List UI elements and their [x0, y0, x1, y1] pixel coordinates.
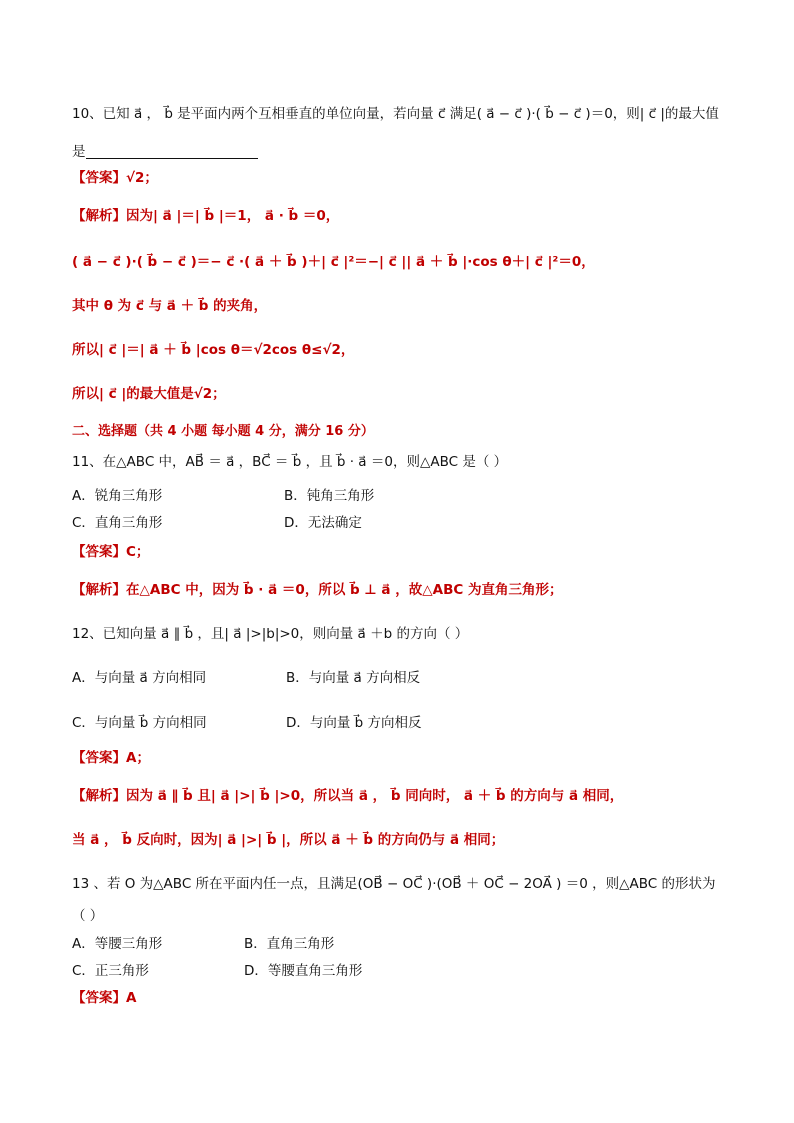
q12-option-b: B．与向量 a⃗ 方向相反 [286, 670, 421, 686]
q10-stem-cont [72, 142, 732, 162]
q12-answer [72, 748, 732, 768]
analysis-text: 因为 a⃗ ∥ b⃗ 且| a⃗ |>| b⃗ |>0，所以当 a⃗ ， b⃗ 同向时， a⃗ ＋ b⃗ 的方向与 a⃗ 相同， [126, 788, 624, 804]
q13-option-c: C．正三角形 [72, 963, 149, 979]
answer-tag: 【答案】 [72, 170, 126, 186]
answer-tag: 【答案】 [72, 750, 126, 766]
q10-analysis-3: 其中 θ 为 c⃗ 与 a⃗ ＋ b⃗ 的夹角， [72, 298, 268, 314]
q13-option-b: B．直角三角形 [244, 936, 335, 952]
q13-option-d: D．等腰直角三角形 [244, 963, 363, 979]
q11-option-c: C．直角三角形 [72, 515, 163, 531]
answer-value: A； [126, 750, 150, 766]
q10-stem-cont-text: 是 [72, 144, 86, 160]
q10-analysis-4: 所以| c⃗ |＝| a⃗ ＋ b⃗ |cos θ＝√2cos θ≤√2， [72, 342, 355, 358]
q13-stem-cont: （ ） [72, 908, 104, 924]
q11-option-d: D．无法确定 [284, 515, 362, 531]
answer-value: √2； [126, 170, 158, 186]
answer-tag: 【答案】 [72, 544, 126, 560]
q10-answer [72, 168, 732, 188]
answer-blank [86, 158, 258, 159]
q12-option-c: C．与向量 b⃗ 方向相同 [72, 715, 207, 731]
answer-value: A [126, 990, 137, 1006]
q12-analysis-1 [72, 786, 732, 806]
q12-stem: 12、已知向量 a⃗ ∥ b⃗ ，且| a⃗ |>|b|>0，则向量 a⃗ ＋b 的方向（ ） [72, 626, 469, 642]
q10-stem: 10、已知 a⃗ ， b⃗ 是平面内两个互相垂直的单位向量，若向量 c⃗ 满足( a⃗ − c⃗ )·( b⃗ − c⃗ )＝0，则| c⃗ |的最大值 [72, 106, 719, 122]
q12-option-a: A．与向量 a⃗ 方向相同 [72, 670, 207, 686]
answer-value: C； [126, 544, 150, 560]
q11-analysis [72, 580, 732, 600]
q13-answer [72, 988, 732, 1008]
q10-analysis-5: 所以| c⃗ |的最大值是√2； [72, 386, 226, 402]
q13-stem: 13 、若 O 为△ABC 所在平面内任一点，且满足(OB⃗ − OC⃗ )·(OB⃗ ＋ OC⃗ − 2OA⃗ ) ＝0 ，则△ABC 的形状为 [72, 876, 716, 892]
analysis-text: 因为| a⃗ |＝| b⃗ |＝1， a⃗ · b⃗ ＝0， [126, 208, 340, 224]
q12-analysis-2: 当 a⃗ ， b⃗ 反向时，因为| a⃗ |>| b⃗ |，所以 a⃗ ＋ b⃗ 的方向仍与 a⃗ 相同； [72, 832, 505, 848]
analysis-tag: 【解析】 [72, 582, 126, 598]
q11-answer [72, 542, 732, 562]
q12-option-d: D．与向量 b⃗ 方向相反 [286, 715, 422, 731]
q11-option-b: B．钝角三角形 [284, 488, 375, 504]
q13-option-a: A．等腰三角形 [72, 936, 163, 952]
analysis-tag: 【解析】 [72, 788, 126, 804]
analysis-text: 在△ABC 中，因为 b⃗ · a⃗ ＝0，所以 b⃗ ⊥ a⃗ ，故△ABC 为直角三角形； [126, 582, 563, 598]
answer-tag: 【答案】 [72, 990, 126, 1006]
q10-analysis-1 [72, 206, 732, 226]
section-heading: 二、选择题（共 4 小题 每小题 4 分，满分 16 分） [72, 424, 374, 439]
q11-stem: 11、在△ABC 中，AB⃗ ＝ a⃗ ，BC⃗ ＝ b⃗ ，且 b⃗ · a⃗ ＝0，则△ABC 是（ ） [72, 454, 508, 470]
analysis-tag: 【解析】 [72, 208, 126, 224]
q10-analysis-2: ( a⃗ − c⃗ )·( b⃗ − c⃗ )＝− c⃗ ·( a⃗ ＋ b⃗ )＋| c⃗ |²＝−| c⃗ || a⃗ ＋ b⃗ |·cos θ＋| c⃗ |²＝0， [72, 254, 595, 270]
q11-option-a: A．锐角三角形 [72, 488, 163, 504]
